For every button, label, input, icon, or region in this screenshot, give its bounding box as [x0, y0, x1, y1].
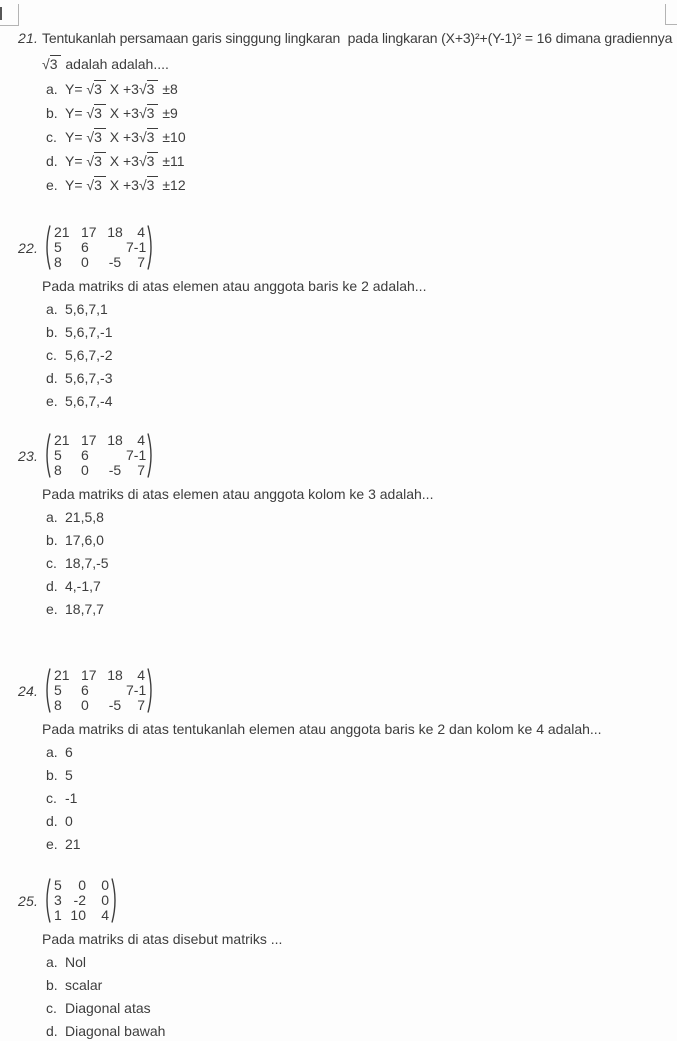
matrix-cell: 5 — [54, 239, 62, 255]
sqrt-3-symbol: √3 — [139, 176, 158, 193]
option-label: d. — [46, 1023, 58, 1039]
scan-edge-artifact — [0, 7, 2, 20]
option-text: 5,6,7,1 — [65, 301, 108, 317]
option-row — [42, 954, 673, 971]
options-list — [42, 954, 673, 1040]
option-row — [42, 578, 673, 595]
matrix-cell: -5 — [108, 462, 122, 478]
options-list — [42, 301, 673, 410]
matrix-right-paren-icon — [111, 877, 119, 924]
matrix-cell: -2 — [73, 892, 86, 908]
option-row — [42, 977, 673, 994]
radicand: 3 — [147, 80, 159, 97]
sqrt-3-symbol: √3 — [139, 104, 158, 121]
question-line: √3 adalah adalah.... — [42, 56, 169, 72]
question-prompt: Pada matriks di atas elemen atau anggota kolom ke 3 adalah... — [42, 486, 434, 502]
sqrt-3-symbol: √3 — [139, 152, 158, 169]
matrix-right-paren-icon — [147, 224, 155, 271]
option-text: Y= √3 X +3√3 ±10 — [65, 129, 186, 145]
matrix-cell: 6 — [81, 682, 89, 698]
matrix-cell: -5 — [108, 254, 122, 270]
option-row — [42, 555, 673, 572]
option-row — [42, 152, 673, 170]
radicand: 3 — [94, 176, 106, 193]
option-text: Nol — [65, 954, 87, 970]
matrix-cell: 5 — [54, 877, 62, 893]
matrix-cell: 17 — [81, 224, 97, 240]
option-label: b. — [46, 977, 58, 993]
question-22 — [18, 224, 673, 416]
matrix-right-paren-icon — [147, 667, 155, 714]
option-label: a. — [46, 744, 58, 760]
option-label: a. — [46, 81, 58, 97]
matrix-cell: 0 — [78, 877, 86, 893]
option-row — [42, 790, 673, 807]
option-row — [42, 128, 673, 146]
option-label: d. — [46, 370, 58, 386]
option-text: Diagonal atas — [65, 1000, 151, 1016]
sqrt-3-symbol: √3 — [86, 80, 105, 97]
margin-crop-mark-left-icon — [0, 4, 19, 26]
option-row — [42, 176, 673, 194]
option-label: c. — [46, 555, 57, 571]
question-number: 21. — [18, 30, 39, 46]
matrix-cell — [104, 683, 126, 698]
matrix-cell: 7-1 — [126, 239, 147, 255]
matrix — [43, 224, 673, 271]
option-row — [42, 80, 673, 98]
option-text: 0 — [65, 813, 73, 829]
matrix-grid — [51, 433, 147, 478]
matrix-cell — [104, 448, 126, 463]
option-label: d. — [46, 578, 58, 594]
option-label: e. — [46, 393, 58, 409]
option-text: Diagonal bawah — [65, 1023, 166, 1039]
matrix — [43, 877, 673, 924]
margin-crop-mark-right-icon — [665, 4, 677, 25]
question-21 — [18, 29, 673, 200]
option-row — [42, 744, 673, 761]
matrix-cell: 7-1 — [126, 447, 147, 463]
matrix-cell: 18 — [107, 432, 123, 448]
option-text: 18,7,-5 — [65, 555, 109, 571]
option-label: b. — [46, 105, 58, 121]
matrix-cell: 17 — [81, 667, 97, 683]
option-text: scalar — [65, 977, 103, 993]
option-label: e. — [46, 601, 58, 617]
sqrt-3-symbol: √3 — [86, 152, 105, 169]
radicand: 3 — [94, 152, 106, 169]
question-number: 23. — [18, 448, 39, 464]
option-text: 21,5,8 — [65, 509, 104, 525]
matrix-cell: 7 — [137, 462, 145, 478]
question-23 — [18, 432, 673, 624]
option-row — [42, 370, 673, 387]
matrix-cell: 7-1 — [126, 682, 147, 698]
option-label: c. — [46, 790, 57, 806]
option-label: d. — [46, 153, 58, 169]
option-text: 5,6,7,-2 — [65, 347, 113, 363]
option-text: Y= √3 X +3√3 ±8 — [65, 81, 178, 97]
matrix-cell: 18 — [107, 224, 123, 240]
question-body — [42, 877, 673, 1041]
matrix-cell: 0 — [101, 892, 109, 908]
matrix-cell: 8 — [54, 462, 62, 478]
matrix-cell: 4 — [137, 432, 145, 448]
matrix-left-paren-icon — [43, 877, 51, 924]
option-label: a. — [46, 509, 58, 525]
matrix-cell: 4 — [137, 224, 145, 240]
question-body — [42, 667, 673, 859]
radicand: 3 — [50, 55, 62, 72]
question-body — [42, 29, 673, 200]
option-text: 5,6,7,-4 — [65, 393, 113, 409]
matrix-cell: 17 — [81, 432, 97, 448]
options-list — [42, 80, 673, 194]
matrix-cell: 4 — [137, 667, 145, 683]
question-body — [42, 224, 673, 416]
question-25 — [18, 877, 673, 1041]
option-row — [42, 393, 673, 410]
matrix-cell: 8 — [54, 254, 62, 270]
matrix-left-paren-icon — [43, 432, 51, 479]
matrix-cell: 7 — [137, 697, 145, 713]
matrix-cell — [104, 240, 126, 255]
option-text: Y= √3 X +3√3 ±11 — [65, 153, 185, 169]
radicand: 3 — [94, 128, 106, 145]
option-row — [42, 301, 673, 318]
matrix-grid — [51, 878, 111, 923]
matrix — [43, 667, 673, 714]
matrix-grid — [51, 225, 147, 270]
option-text: Y= √3 X +3√3 ±9 — [65, 105, 178, 121]
option-row — [42, 104, 673, 122]
option-row — [42, 324, 673, 341]
option-label: a. — [46, 301, 58, 317]
question-number: 25. — [18, 893, 39, 909]
matrix-cell: 6 — [81, 447, 89, 463]
matrix-cell: -5 — [108, 697, 122, 713]
option-label: e. — [46, 836, 58, 852]
matrix-right-paren-icon — [147, 432, 155, 479]
option-label: c. — [46, 1000, 57, 1016]
sqrt-3-symbol: √3 — [86, 176, 105, 193]
matrix-cell: 1 — [54, 907, 62, 923]
radicand: 3 — [94, 104, 106, 121]
matrix-cell: 21 — [54, 667, 70, 683]
option-text: 17,6,0 — [65, 532, 104, 548]
matrix-left-paren-icon — [43, 667, 51, 714]
option-text: 4,-1,7 — [65, 578, 101, 594]
option-row — [42, 532, 673, 549]
option-label: a. — [46, 954, 58, 970]
matrix — [43, 432, 673, 479]
question-24 — [18, 667, 673, 859]
radicand: 3 — [147, 104, 159, 121]
matrix-cell: 0 — [81, 462, 89, 478]
option-row — [42, 347, 673, 364]
matrix-cell: 7 — [137, 254, 145, 270]
option-label: b. — [46, 324, 58, 340]
question-body — [42, 432, 673, 624]
option-label: b. — [46, 532, 58, 548]
question-prompt: Pada matriks di atas tentukanlah elemen atau anggota baris ke 2 dan kolom ke 4 adalah... — [42, 721, 602, 737]
option-row — [42, 509, 673, 526]
option-label: e. — [46, 177, 58, 193]
matrix-cell: 10 — [70, 907, 86, 923]
option-row — [42, 836, 673, 853]
matrix-cell: 3 — [54, 892, 62, 908]
radicand: 3 — [94, 80, 106, 97]
sqrt-3-symbol: √3 — [86, 104, 105, 121]
option-row — [42, 813, 673, 830]
matrix-cell: 6 — [81, 239, 89, 255]
option-row — [42, 1000, 673, 1017]
matrix-left-paren-icon — [43, 224, 51, 271]
matrix-cell: 21 — [54, 432, 70, 448]
matrix-cell: 0 — [81, 697, 89, 713]
matrix-cell: 0 — [81, 254, 89, 270]
question-line: Tentukanlah persamaan garis singgung lingkaran pada lingkaran (X+3)²+(Y-1)² = 16 dimana gradiennya — [42, 30, 673, 46]
option-text: 5,6,7,-3 — [65, 370, 113, 386]
options-list — [42, 509, 673, 618]
option-text: 5,6,7,-1 — [65, 324, 113, 340]
sqrt-3-symbol: √3 — [86, 128, 105, 145]
question-number: 24. — [18, 683, 39, 699]
matrix-cell: 0 — [101, 877, 109, 893]
option-row — [42, 767, 673, 784]
sqrt-3-symbol: √3 — [139, 80, 158, 97]
option-text: -1 — [65, 790, 78, 806]
question-prompt: Pada matriks di atas disebut matriks ... — [42, 931, 283, 947]
option-label: c. — [46, 129, 57, 145]
option-row — [42, 1023, 673, 1040]
option-label: c. — [46, 347, 57, 363]
radicand: 3 — [147, 128, 159, 145]
sqrt-3-symbol: √3 — [42, 55, 61, 72]
option-text: 5 — [65, 767, 73, 783]
sqrt-3-symbol: √3 — [139, 128, 158, 145]
option-text: 18,7,7 — [65, 601, 104, 617]
question-prompt: Pada matriks di atas elemen atau anggota baris ke 2 adalah... — [42, 278, 427, 294]
option-row — [42, 601, 673, 618]
matrix-cell: 5 — [54, 447, 62, 463]
radicand: 3 — [147, 176, 159, 193]
option-label: b. — [46, 767, 58, 783]
option-text: 21 — [65, 836, 81, 852]
matrix-cell: 18 — [107, 667, 123, 683]
radicand: 3 — [147, 152, 159, 169]
matrix-cell: 5 — [54, 682, 62, 698]
option-text: 6 — [65, 744, 73, 760]
option-text: Y= √3 X +3√3 ±12 — [65, 177, 186, 193]
matrix-cell: 8 — [54, 697, 62, 713]
question-number: 22. — [18, 240, 39, 256]
matrix-cell: 21 — [54, 224, 70, 240]
options-list — [42, 744, 673, 853]
option-label: d. — [46, 813, 58, 829]
matrix-cell: 4 — [101, 907, 109, 923]
matrix-grid — [51, 668, 147, 713]
